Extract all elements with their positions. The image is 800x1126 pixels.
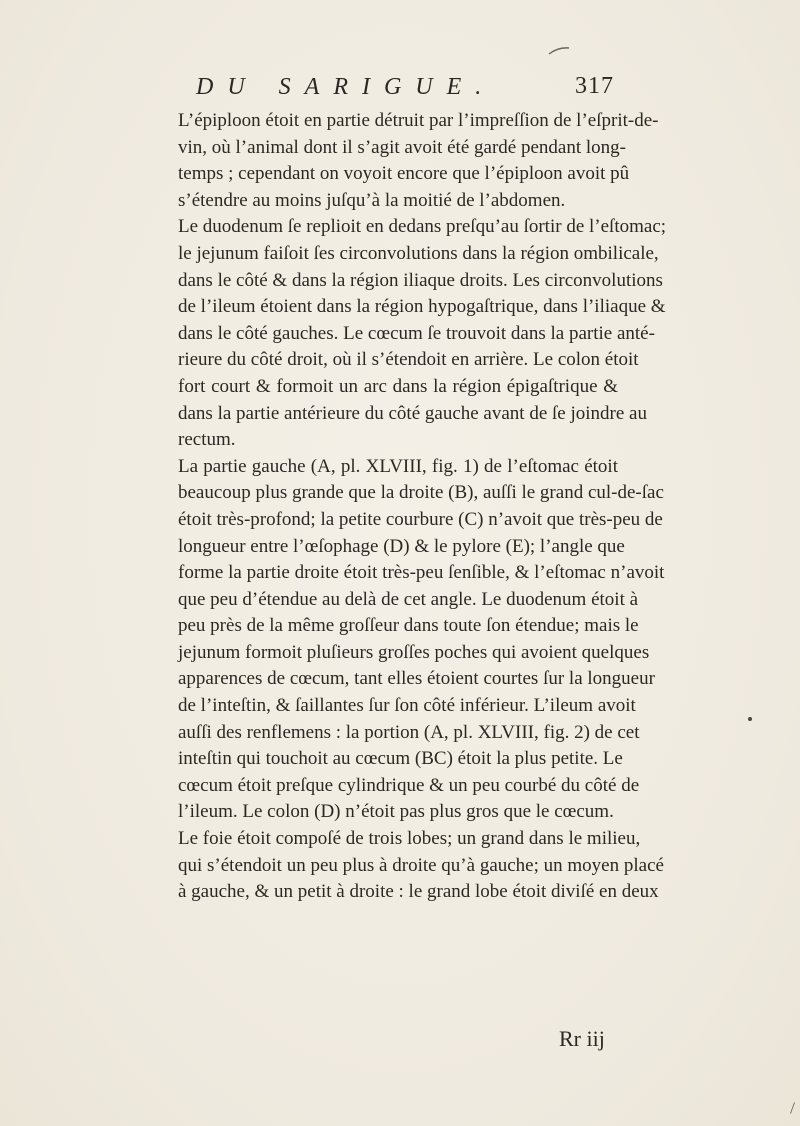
paragraph xyxy=(178,214,667,453)
margin-ink-stroke xyxy=(790,1102,795,1114)
text-line: auſſi des renflemens : la portion (A, pl. XLVIII, fig. 2) de cet xyxy=(178,721,640,743)
text-line: forme la partie droite étoit très-peu ſenſible, & l’eſtomac n’avoit xyxy=(178,562,665,584)
text-line: étoit très-profond; la petite courbure (C) n’avoit que très-peu de xyxy=(178,508,663,530)
paragraph xyxy=(178,826,664,906)
text-line: inteſtin qui touchoit au cœcum (BC) étoit la plus petite. Le xyxy=(178,748,623,770)
paragraph xyxy=(178,454,665,826)
running-title: DU SARIGUE. xyxy=(196,74,496,100)
page-header xyxy=(196,74,614,108)
text-line: rectum. xyxy=(178,429,236,451)
text-line: Le duodenum ſe replioit en dedans preſqu’au ſortir de l’eſtomac; xyxy=(178,216,667,238)
text-line: jejunum formoit pluſieurs groſſes poches qui avoient quelques xyxy=(178,641,650,663)
signature-mark: Rr iij xyxy=(559,1026,605,1051)
text-line: dans le côté & dans la région iliaque droits. Les circonvolutions xyxy=(178,269,663,291)
page-number: 317 xyxy=(575,73,614,99)
text-line: L’épiploon étoit en partie détruit par l’impreſſion de l’eſprit-de- xyxy=(178,110,659,131)
text-line: qui s’étendoit un peu plus à droite qu’à gauche; un moyen placé xyxy=(178,854,664,876)
text-line: cœcum étoit preſque cylindrique & un peu courbé du côté de xyxy=(178,774,640,796)
text-line: le jejunum faiſoit ſes circonvolutions dans la région ombilicale, xyxy=(178,242,659,264)
text-line: peu près de la même groſſeur dans toute ſon étendue; mais le xyxy=(178,615,639,637)
text-line: s’étendre au moins juſqu’à la moitié de l’abdomen. xyxy=(178,189,566,211)
text-line: que peu d’étendue au delà de cet angle. Le duodenum étoit à xyxy=(178,588,639,610)
margin-ink-dot xyxy=(748,717,752,721)
text-line: rieure du côté droit, où il s’étendoit en arrière. Le colon étoit xyxy=(178,349,639,371)
text-line: temps ; cependant on voyoit encore que l’épiploon avoit pû xyxy=(178,163,630,185)
text-line: de l’inteſtin, & ſaillantes ſur ſon côté inférieur. L’ileum avoit xyxy=(178,695,636,717)
paragraph xyxy=(178,108,659,214)
text-line: La partie gauche (A, pl. XLVIII, fig. 1) de l’eſtomac étoit xyxy=(178,455,618,477)
ink-mark-ornament xyxy=(548,46,570,56)
text-line: Le foie étoit compoſé de trois lobes; un grand dans le milieu, xyxy=(178,828,641,850)
body-text xyxy=(178,108,667,906)
text-line: dans la partie antérieure du côté gauche avant de ſe joindre au xyxy=(178,402,647,424)
text-line: vin, où l’animal dont il s’agit avoit été gardé pendant long- xyxy=(178,136,626,158)
text-line: l’ileum. Le colon (D) n’étoit pas plus gros que le cœcum. xyxy=(178,801,614,823)
text-line: longueur entre l’œſophage (D) & le pylore (E); l’angle que xyxy=(178,535,625,557)
text-line: à gauche, & un petit à droite : le grand lobe étoit diviſé en deux xyxy=(178,881,659,903)
text-line: fort court & formoit un arc dans la région épigaſtrique & xyxy=(178,375,618,397)
text-line: apparences de cœcum, tant elles étoient courtes ſur la longueur xyxy=(178,668,655,690)
text-line: de l’ileum étoient dans la région hypogaſtrique, dans l’iliaque & xyxy=(178,296,666,318)
text-line: dans le côté gauches. Le cœcum ſe trouvoit dans la partie anté- xyxy=(178,322,655,344)
text-line: beaucoup plus grande que la droite (B), auſſi le grand cul-de-ſac xyxy=(178,482,664,504)
